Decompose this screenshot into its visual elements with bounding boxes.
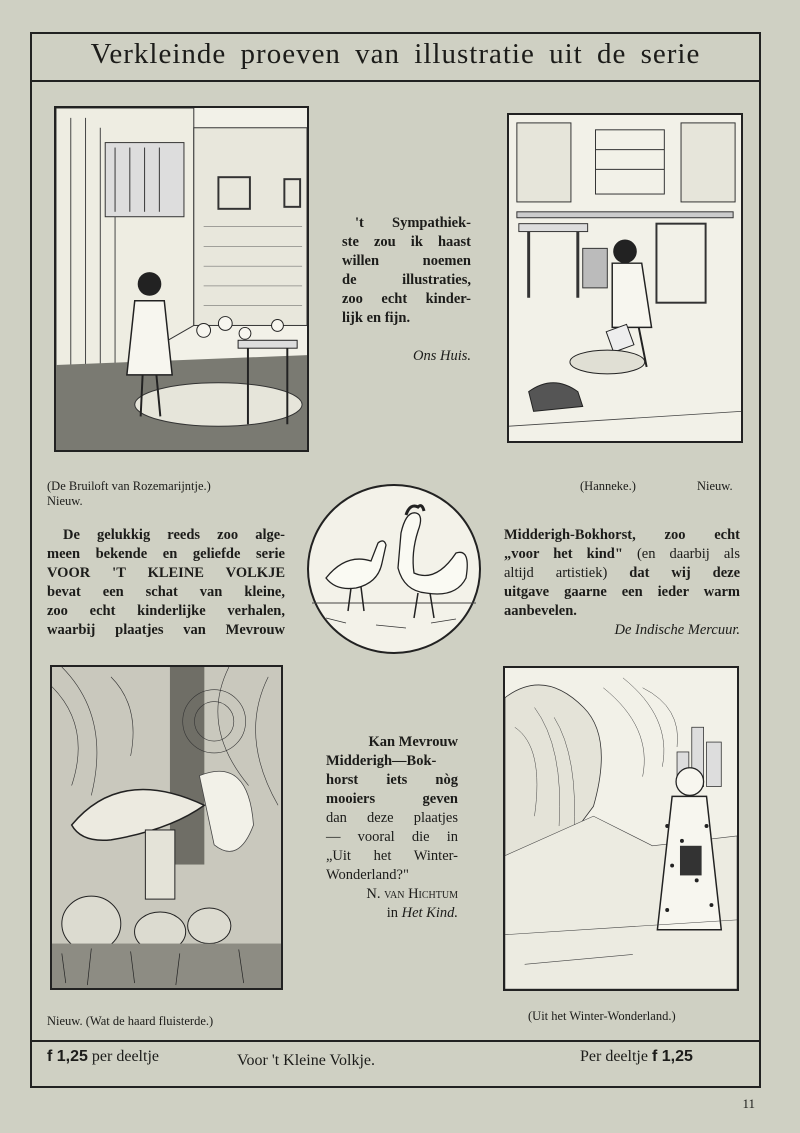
text-line: waarbij plaatjes van Mevrouw xyxy=(47,622,285,638)
caption-hanneke: (Hanneke.) xyxy=(580,479,636,493)
quote-ons-huis xyxy=(333,214,471,328)
text-line: De gelukkig reeds zoo alge- xyxy=(63,527,285,543)
header-divider xyxy=(30,80,761,82)
text-emphasis: dat wij deze xyxy=(629,565,740,581)
caption-bruiloft: (De Bruiloft van Rozemarijntje.) xyxy=(47,479,211,493)
quote-line: „Uit het Winter- xyxy=(326,848,458,864)
illustration-hanneke xyxy=(507,113,743,443)
footer-price-right xyxy=(580,1048,693,1066)
text-span: altijd artistiek) xyxy=(504,565,630,581)
quote-author: N. van Hichtum xyxy=(366,886,458,902)
page-number: 11 xyxy=(742,1096,755,1111)
quote-line: de illustraties, xyxy=(342,272,471,288)
quote-line: ste zou ik haast xyxy=(342,234,471,250)
text-line: VOOR 'T KLEINE VOLKJE xyxy=(47,565,285,581)
quote-line: willen noemen xyxy=(342,253,471,269)
text-line: uitgave gaarne een ieder warm xyxy=(504,584,740,600)
text-line xyxy=(504,545,740,564)
quote-in: in xyxy=(386,905,398,921)
quote-line: Kan Mevrouw xyxy=(368,734,458,750)
quote-source-title: Het Kind. xyxy=(401,905,458,921)
illustration-haard xyxy=(50,665,283,990)
price-right: f 1,25 xyxy=(651,1048,693,1065)
caption-bruiloft-new: Nieuw. xyxy=(47,494,83,508)
text-line: meen bekende en geliefde serie xyxy=(47,546,285,562)
caption-winter: (Uit het Winter-Wonderland.) xyxy=(528,1009,676,1023)
page-title: Verkleinde proeven van illustratie uit de serie xyxy=(90,38,701,70)
quote-source-ons-huis: Ons Huis. xyxy=(412,348,471,364)
quote-line: 't Sympathiek- xyxy=(355,215,471,231)
quote-source-indische-mercuur: De Indische Mercuur. xyxy=(614,622,740,638)
price-left: f 1,25 xyxy=(47,1048,88,1065)
text-emphasis: „voor het kind" xyxy=(504,546,623,562)
text-line xyxy=(504,564,740,583)
illustration-winter xyxy=(503,666,739,991)
quote-line: dan deze plaatjes xyxy=(326,810,458,826)
quote-line: mooiers geven xyxy=(326,791,458,807)
quote-line: zoo echt kinder- xyxy=(342,291,471,307)
text-line: Midderigh-Bokhorst, zoo echt xyxy=(504,527,740,543)
vignette-chickens xyxy=(306,483,482,655)
quote-line: horst iets nòg xyxy=(326,772,458,788)
text-line: zoo echt kinderlijke verhalen, xyxy=(47,603,285,619)
text-line: bevat een schat van kleine, xyxy=(47,584,285,600)
quote-het-kind xyxy=(326,733,458,923)
per-deeltje-left: per deeltje xyxy=(91,1048,159,1065)
quote-line: Wonderland?" xyxy=(326,867,409,883)
quote-source-het-kind xyxy=(326,904,458,923)
footer-price-left xyxy=(47,1048,159,1066)
quote-line: lijk en fijn. xyxy=(342,310,411,326)
footer-title: Voor 't Kleine Volkje. xyxy=(237,1052,375,1069)
caption-haard: Nieuw. (Wat de haard fluisterde.) xyxy=(47,1014,214,1028)
per-deeltje-right: Per deeltje xyxy=(580,1048,648,1065)
text-line: aanbevelen. xyxy=(504,603,577,619)
text-serie-intro xyxy=(47,526,285,640)
footer-divider-top xyxy=(30,1040,761,1042)
quote-line: — vooral die in xyxy=(326,829,458,845)
text-recommendation xyxy=(504,526,740,640)
illustration-bruiloft xyxy=(54,106,309,452)
quote-line: Midderigh—Bok- xyxy=(326,753,437,769)
caption-hanneke-new: Nieuw. xyxy=(697,479,733,493)
text-span: (en daarbij als xyxy=(622,546,740,562)
